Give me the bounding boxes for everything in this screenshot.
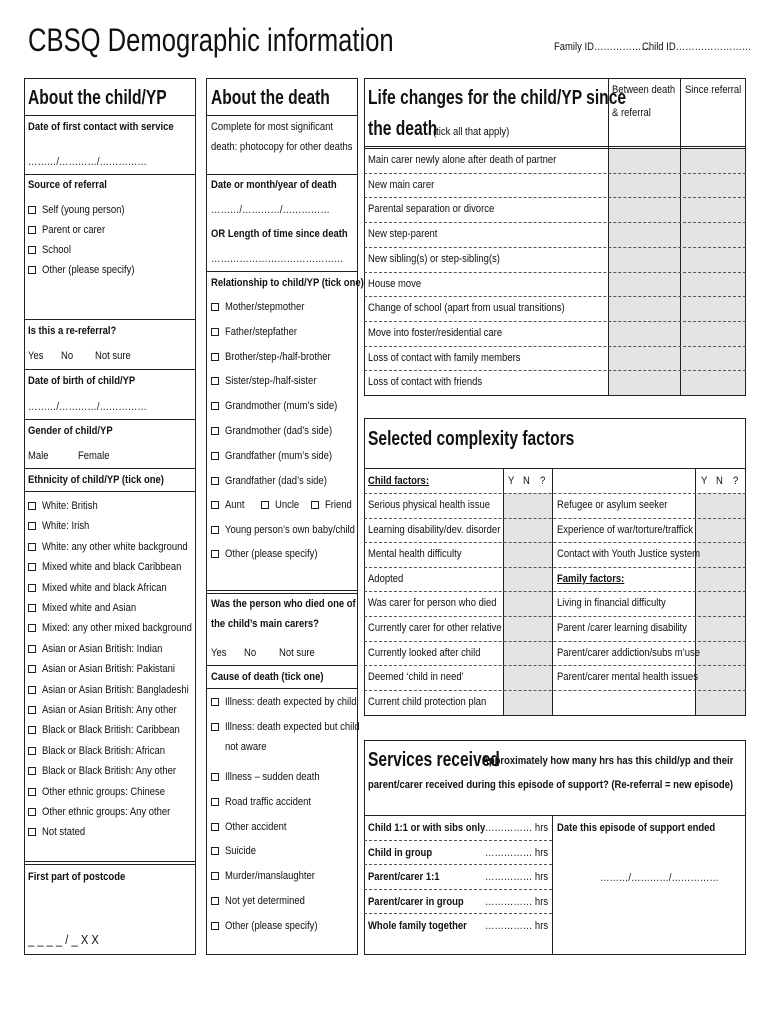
row-divider xyxy=(364,591,746,592)
since-referral-cell[interactable] xyxy=(681,223,745,245)
between-death-cell[interactable] xyxy=(609,248,679,270)
row-divider xyxy=(364,641,746,642)
ethnicity-checkbox[interactable] xyxy=(28,808,36,816)
life-change-row: New main carer xyxy=(368,178,435,191)
yn-header: Y xyxy=(508,475,515,487)
ethnicity-option: Mixed white and Asian xyxy=(42,602,137,614)
dob-label: Date of birth of child/YP xyxy=(28,375,136,387)
page-title: CBSQ Demographic information xyxy=(28,22,394,58)
service-label: Child in group xyxy=(368,846,433,859)
ethnicity-checkbox[interactable] xyxy=(28,828,36,836)
rel-baby-checkbox[interactable] xyxy=(211,526,219,534)
ethnicity-option: Mixed white and black Caribbean xyxy=(42,561,182,574)
cause-option: Illness – sudden death xyxy=(225,771,320,783)
row-divider xyxy=(364,616,746,617)
life-change-row: Change of school (apart from usual transitions) xyxy=(368,302,565,315)
ethnicity-option: White: Irish xyxy=(42,520,90,533)
life-change-row: New sibling(s) or step-sibling(s) xyxy=(368,252,500,265)
rel-other-checkbox[interactable] xyxy=(211,550,219,558)
support-end-date-field[interactable]: ………/…………/…………… xyxy=(600,872,719,884)
support-end-label: Date this episode of support ended xyxy=(557,822,716,834)
life-changes-heading: Life changes for the child/YP since xyxy=(368,87,627,109)
time-since-field[interactable]: …………………………………… xyxy=(211,253,344,265)
between-death-cell[interactable] xyxy=(609,174,679,196)
family-factor-yn-cell[interactable] xyxy=(696,617,745,639)
service-hours-field[interactable]: …………… hrs xyxy=(485,846,549,859)
ethnicity-checkbox[interactable] xyxy=(28,706,36,714)
cause-checkbox[interactable] xyxy=(211,847,219,855)
row-divider xyxy=(364,222,746,223)
child-factor: Currently carer for other relative xyxy=(368,622,502,634)
child-factor-yn-cell[interactable] xyxy=(504,494,551,516)
family-factor: Parent /carer learning disability xyxy=(557,622,687,634)
child-factor-yn-cell[interactable] xyxy=(504,691,551,713)
relationship-option: Brother/step-/half-brother xyxy=(225,350,331,363)
services-intro: parent/carer received during this episode of support? (Re-referral = new episode) xyxy=(368,779,734,791)
ethnicity-checkbox[interactable] xyxy=(28,584,36,592)
services-heading: Services received xyxy=(368,749,500,771)
source-parent-checkbox[interactable] xyxy=(28,226,36,234)
death-instruction: death: photocopy for other deaths xyxy=(211,141,353,153)
service-hours-field[interactable]: …………… hrs xyxy=(485,895,549,908)
since-referral-cell[interactable] xyxy=(681,248,745,270)
relationship-checkbox[interactable] xyxy=(211,303,219,311)
between-death-cell[interactable] xyxy=(609,371,679,393)
service-label: Parent/carer in group xyxy=(368,895,464,908)
cause-checkbox[interactable] xyxy=(211,872,219,880)
ethnicity-option: Mixed: any other mixed background xyxy=(42,622,192,635)
since-referral-cell[interactable] xyxy=(681,371,745,393)
life-change-row: Loss of contact with family members xyxy=(368,351,521,364)
relationship-checkbox[interactable] xyxy=(211,402,219,410)
child-factor: Serious physical health issue xyxy=(368,499,490,511)
rereferral-notsure-option[interactable]: Not sure xyxy=(95,350,131,362)
family-factor: Living in financial difficulty xyxy=(557,597,666,610)
death-instruction: Complete for most significant xyxy=(211,121,333,133)
child-factor-yn-cell[interactable] xyxy=(504,617,551,639)
between-death-cell[interactable] xyxy=(609,223,679,245)
life-changes-note: (tick all that apply) xyxy=(433,126,510,138)
row-divider xyxy=(364,272,746,273)
source-option: School xyxy=(42,244,71,256)
child-factor: Learning disability/dev. disorder xyxy=(368,523,501,536)
ethnicity-option: White: any other white background xyxy=(42,540,188,553)
main-carer-question: Was the person who died one of xyxy=(211,598,356,610)
relationship-option: Mother/stepmother xyxy=(225,301,305,313)
yn-header: Y xyxy=(701,475,708,487)
service-label: Whole family together xyxy=(368,920,467,932)
life-change-row: Parental separation or divorce xyxy=(368,203,495,216)
cause-option: Suicide xyxy=(225,845,257,858)
ethnicity-option: Not stated xyxy=(42,826,86,839)
rel-aunt-checkbox[interactable] xyxy=(211,501,219,509)
about-death-heading: About the death xyxy=(211,87,330,109)
family-factor-yn-cell[interactable] xyxy=(696,543,745,565)
row-divider xyxy=(364,321,746,322)
since-referral-cell[interactable] xyxy=(681,273,745,295)
between-death-cell[interactable] xyxy=(609,273,679,295)
cause-option: Other accident xyxy=(225,820,287,833)
postcode-field[interactable]: _ _ _ _ / _ X X xyxy=(28,932,99,947)
since-referral-cell[interactable] xyxy=(681,174,745,196)
life-change-row: New step-parent xyxy=(368,228,438,241)
ethnicity-option: Black or Black British: Caribbean xyxy=(42,724,180,737)
first-contact-date-field[interactable]: ………/…………/…………… xyxy=(28,156,147,168)
relationship-option: Grandmother (dad’s side) xyxy=(225,425,333,437)
family-factor: Experience of war/torture/traffick xyxy=(557,523,694,536)
relationship-option: Sister/step-/half-sister xyxy=(225,375,317,388)
family-factor-yn-cell[interactable] xyxy=(696,519,745,541)
carer-yes-option[interactable]: Yes xyxy=(211,647,227,659)
cause-checkbox[interactable] xyxy=(211,773,219,781)
source-option: Parent or carer xyxy=(42,224,106,236)
relationship-checkbox[interactable] xyxy=(211,477,219,485)
yn-header: N xyxy=(716,475,723,487)
ethnicity-checkbox[interactable] xyxy=(28,686,36,694)
cause-label: Cause of death (tick one) xyxy=(211,671,324,683)
ethnicity-checkbox[interactable] xyxy=(28,665,36,673)
child-factor: Current child protection plan xyxy=(368,695,487,708)
child-factor: Currently looked after child xyxy=(368,646,481,659)
ethnicity-checkbox[interactable] xyxy=(28,767,36,775)
family-factor: Parent/carer addiction/subs m’use xyxy=(557,646,701,659)
time-since-label: OR Length of time since death xyxy=(211,228,348,240)
rel-friend-checkbox[interactable] xyxy=(311,501,319,509)
cause-option: Other (please specify) xyxy=(225,919,318,932)
cause-option: Murder/manslaughter xyxy=(225,870,315,883)
complexity-heading: Selected complexity factors xyxy=(368,428,575,450)
relationship-label: Relationship to child/YP (tick one) xyxy=(211,277,364,289)
rel-friend-label: Friend xyxy=(325,499,352,511)
main-carer-question: the child’s main carers? xyxy=(211,618,319,630)
cause-checkbox[interactable] xyxy=(211,897,219,905)
since-referral-cell[interactable] xyxy=(681,322,745,344)
row-divider xyxy=(364,518,746,519)
source-option: Self (young person) xyxy=(42,204,125,216)
ethnicity-option: Asian or Asian British: Pakistani xyxy=(42,663,176,676)
rel-uncle-label: Uncle xyxy=(275,499,300,511)
ethnicity-option: Asian or Asian British: Bangladeshi xyxy=(42,683,189,696)
carer-notsure-option[interactable]: Not sure xyxy=(279,647,315,659)
yn-header: ? xyxy=(540,475,546,487)
between-death-header: Between death xyxy=(612,84,676,96)
ethnicity-checkbox[interactable] xyxy=(28,502,36,510)
life-changes-heading-2: the death xyxy=(368,118,438,140)
family-factor: Refugee or asylum seeker xyxy=(557,499,668,511)
family-factors-label: Family factors: xyxy=(557,572,625,585)
cause-checkbox[interactable] xyxy=(211,798,219,806)
between-death-cell[interactable] xyxy=(609,322,679,344)
yn-header: N xyxy=(523,475,530,487)
source-self-checkbox[interactable] xyxy=(28,206,36,214)
ethnicity-option: Black or Black British: African xyxy=(42,744,166,757)
row-divider xyxy=(364,197,746,198)
death-date-label: Date or month/year of death xyxy=(211,179,337,191)
child-factor-yn-cell[interactable] xyxy=(504,666,551,688)
between-death-cell[interactable] xyxy=(609,198,679,220)
cause-option: Not yet determined xyxy=(225,895,305,907)
service-label: Parent/carer 1:1 xyxy=(368,871,440,883)
relationship-option: Father/stepfather xyxy=(225,325,298,338)
row-divider xyxy=(364,690,746,691)
ethnicity-option: Mixed white and black African xyxy=(42,581,167,594)
ethnicity-checkbox[interactable] xyxy=(28,563,36,571)
family-factor-yn-cell[interactable] xyxy=(696,642,745,664)
rel-uncle-checkbox[interactable] xyxy=(261,501,269,509)
since-referral-cell[interactable] xyxy=(681,297,745,319)
row-divider xyxy=(364,665,746,666)
family-factor: Parent/carer mental health issues xyxy=(557,671,698,684)
gender-female-option[interactable]: Female xyxy=(78,450,110,462)
row-divider xyxy=(364,864,552,865)
source-other-checkbox[interactable] xyxy=(28,266,36,274)
between-death-cell[interactable] xyxy=(609,297,679,319)
relationship-option: Grandfather (dad’s side) xyxy=(225,474,327,487)
row-divider xyxy=(364,567,746,568)
child-factors-label: Child factors: xyxy=(368,475,429,487)
source-referral-label: Source of referral xyxy=(28,179,107,191)
child-factor: Was carer for person who died xyxy=(368,597,497,610)
child-factor-yn-cell[interactable] xyxy=(504,568,551,590)
rel-aunt-label: Aunt xyxy=(225,499,245,511)
row-divider xyxy=(364,173,746,174)
relationship-option: Grandfather (mum’s side) xyxy=(225,449,333,462)
row-divider xyxy=(364,370,746,371)
rel-baby-label: Young person’s own baby/child xyxy=(225,524,355,536)
cause-option: Illness: death expected by child xyxy=(225,696,357,708)
child-factor: Adopted xyxy=(368,572,404,585)
row-divider xyxy=(364,889,552,890)
dob-field[interactable]: ………/…………/…………… xyxy=(28,401,147,413)
family-factor-yn-cell[interactable] xyxy=(696,592,745,614)
services-intro: Approximately how many hrs has this child/yp and their xyxy=(482,755,734,767)
gender-label: Gender of child/YP xyxy=(28,425,113,437)
relationship-checkbox[interactable] xyxy=(211,328,219,336)
since-referral-cell[interactable] xyxy=(681,149,745,171)
child-factor-yn-cell[interactable] xyxy=(504,642,551,664)
cause-option: Illness: death expected but child xyxy=(225,721,360,733)
rereferral-no-option[interactable]: No xyxy=(61,350,74,362)
child-factor: Mental health difficulty xyxy=(368,548,462,561)
child-factor-yn-cell[interactable] xyxy=(504,592,551,614)
death-date-field[interactable]: ………/…………/…………… xyxy=(211,204,330,216)
rereferral-yes-option[interactable]: Yes xyxy=(28,350,44,362)
row-divider xyxy=(364,296,746,297)
cause-expected-unaware-checkbox[interactable] xyxy=(211,723,219,731)
between-death-cell[interactable] xyxy=(609,347,679,369)
ethnicity-label: Ethnicity of child/YP (tick one) xyxy=(28,474,164,486)
ethnicity-checkbox[interactable] xyxy=(28,522,36,530)
carer-no-option[interactable]: No xyxy=(244,647,257,659)
cause-expected-checkbox[interactable] xyxy=(211,698,219,706)
ethnicity-checkbox[interactable] xyxy=(28,604,36,612)
yn-header: ? xyxy=(733,475,739,487)
service-hours-field[interactable]: …………… hrs xyxy=(485,871,549,883)
ethnicity-checkbox[interactable] xyxy=(28,747,36,755)
ethnicity-option: Asian or Asian British: Any other xyxy=(42,704,177,716)
row-divider xyxy=(364,493,746,494)
cause-checkbox[interactable] xyxy=(211,922,219,930)
since-referral-header: Since referral xyxy=(685,84,742,96)
ethnicity-option: Other ethnic groups: Any other xyxy=(42,806,171,818)
relationship-checkbox[interactable] xyxy=(211,427,219,435)
postcode-label: First part of postcode xyxy=(28,871,126,883)
family-factor-yn-cell[interactable] xyxy=(696,494,745,516)
ethnicity-option: Other ethnic groups: Chinese xyxy=(42,785,166,798)
child-id-field[interactable]: Child ID…………………… xyxy=(642,41,752,53)
relationship-option: Grandmother (mum’s side) xyxy=(225,400,338,413)
relationship-checkbox[interactable] xyxy=(211,377,219,385)
life-change-row: Move into foster/residential care xyxy=(368,326,503,339)
row-divider xyxy=(364,913,552,914)
life-change-row: Main carer newly alone after death of partner xyxy=(368,154,557,166)
family-factor: Contact with Youth Justice system xyxy=(557,548,701,561)
service-hours-field[interactable]: …………… hrs xyxy=(485,920,549,932)
ethnicity-option: White: British xyxy=(42,500,98,512)
row-divider xyxy=(364,247,746,248)
cause-option: Road traffic accident xyxy=(225,795,312,808)
ethnicity-checkbox[interactable] xyxy=(28,726,36,734)
between-death-header: & referral xyxy=(612,107,651,119)
ethnicity-option: Asian or Asian British: Indian xyxy=(42,642,163,655)
ethnicity-option: Black or Black British: Any other xyxy=(42,765,177,778)
service-hours-field[interactable]: …………… hrs xyxy=(485,822,549,834)
row-divider xyxy=(364,542,746,543)
life-change-row: Loss of contact with friends xyxy=(368,376,483,389)
relationship-checkbox[interactable] xyxy=(211,353,219,361)
child-factor: Deemed ‘child in need’ xyxy=(368,671,464,684)
ethnicity-checkbox[interactable] xyxy=(28,645,36,653)
cause-option-cont: not aware xyxy=(225,741,267,753)
family-factor-yn-cell[interactable] xyxy=(696,666,745,688)
ethnicity-checkbox[interactable] xyxy=(28,788,36,796)
child-factor-yn-cell[interactable] xyxy=(504,519,551,541)
since-referral-cell[interactable] xyxy=(681,347,745,369)
child-factor-yn-cell[interactable] xyxy=(504,543,551,565)
row-divider xyxy=(364,346,746,347)
source-option: Other (please specify) xyxy=(42,264,135,276)
between-death-cell[interactable] xyxy=(609,149,679,171)
first-contact-label: Date of first contact with service xyxy=(28,121,174,133)
about-child-heading: About the child/YP xyxy=(28,87,167,109)
since-referral-cell[interactable] xyxy=(681,198,745,220)
cause-checkbox[interactable] xyxy=(211,823,219,831)
relationship-checkbox[interactable] xyxy=(211,452,219,460)
family-id-field[interactable]: Family ID……………… xyxy=(554,41,651,53)
row-divider xyxy=(364,840,552,841)
rel-other-label: Other (please specify) xyxy=(225,548,318,560)
ethnicity-checkbox[interactable] xyxy=(28,624,36,632)
rereferral-label: Is this a re-referral? xyxy=(28,325,117,337)
life-change-row: House move xyxy=(368,277,422,290)
gender-male-option[interactable]: Male xyxy=(28,450,49,462)
ethnicity-checkbox[interactable] xyxy=(28,543,36,551)
service-label: Child 1:1 or with sibs only xyxy=(368,822,486,834)
source-school-checkbox[interactable] xyxy=(28,246,36,254)
